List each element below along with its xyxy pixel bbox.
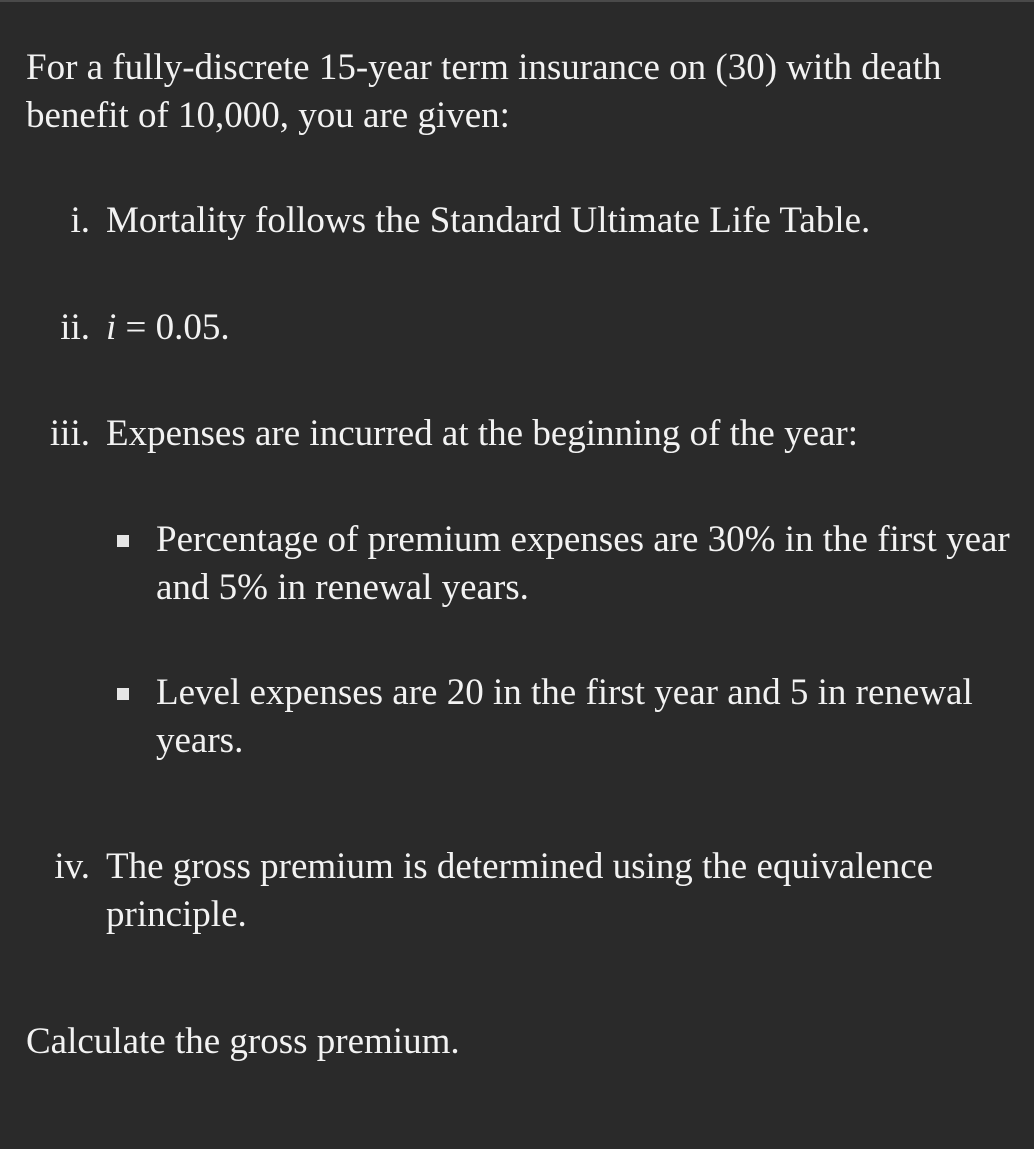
interest-variable: i — [106, 307, 117, 348]
item-number: iv. — [54, 846, 90, 887]
item-text: The gross premium is determined using the equivalence principle. — [106, 846, 934, 935]
question-text: Calculate the gross premium. — [26, 1021, 460, 1062]
bullet-text: Level expenses are 20 in the first year and 5 in renewal years. — [156, 672, 973, 761]
item-number: i. — [70, 200, 90, 241]
interest-value: = 0.05. — [116, 307, 230, 348]
item-number: iii. — [49, 413, 90, 454]
square-bullet-icon — [117, 688, 129, 700]
square-bullet-icon — [117, 535, 129, 547]
item-text: Mortality follows the Standard Ultimate Life Table. — [106, 200, 871, 241]
item-number: ii. — [60, 307, 90, 348]
bullet-text: Percentage of premium expenses are 30% in the first year and 5% in renewal years. — [156, 519, 1010, 608]
item-text — [106, 304, 1006, 352]
intro-paragraph: For a fully-discrete 15-year term insurance on (30) with death benefit of 10,000, you are given: — [26, 47, 942, 136]
item-text: Expenses are incurred at the beginning of the year: — [106, 413, 859, 454]
